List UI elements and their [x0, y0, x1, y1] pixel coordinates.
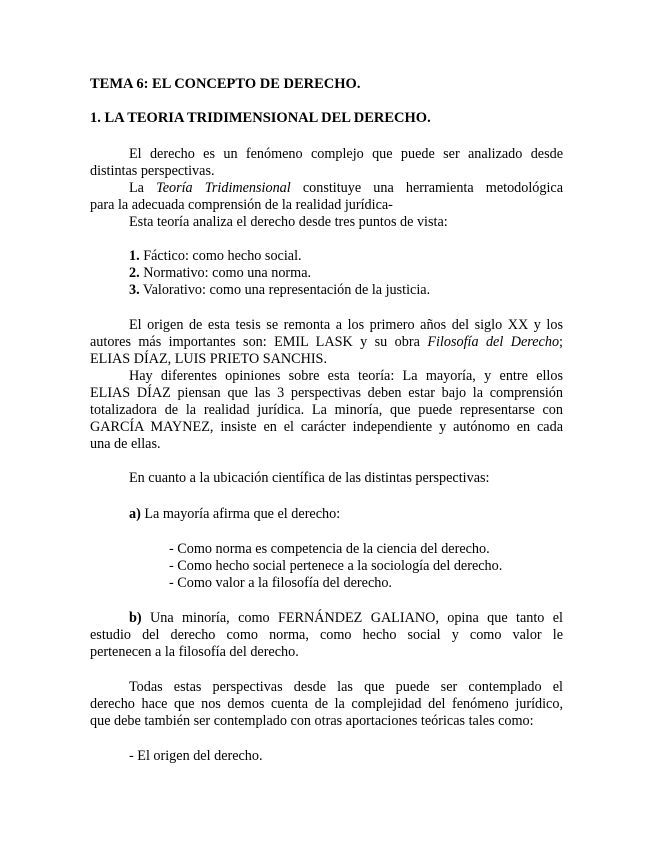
- paragraph-5-line-3: totalizadora de la realidad jurídica. La minoría, que puede representarse con: [90, 402, 563, 418]
- paragraph-5-line-4: GARCÍA MAYNEZ, insiste en el carácter independiente y autónomo en cada: [90, 419, 563, 435]
- paragraph-7-line-1: Todas estas perspectivas desde las que puede ser contemplado el: [129, 679, 563, 695]
- list-item: 3. Valorativo: como una representación de la justicia.: [129, 282, 431, 298]
- section-heading: 1. LA TEORIA TRIDIMENSIONAL DEL DERECHO.: [90, 110, 431, 126]
- list-item: 2. Normativo: como una norma.: [129, 265, 312, 281]
- list-item: - El origen del derecho.: [129, 748, 263, 764]
- paragraph-5-line-5: una de ellas.: [90, 436, 161, 452]
- paragraph-b-line-3: pertenecen a la filosofía del derecho.: [90, 644, 299, 660]
- paragraph-5-line-2: ELIAS DÍAZ piensan que las 3 perspectivas deben estar bajo la comprensión: [90, 385, 563, 401]
- emphasis-text: Filosofía del Derecho: [427, 334, 560, 350]
- paragraph-4-line-1: El origen de esta tesis se remonta a los primero años del siglo XX y los: [129, 317, 563, 333]
- list-item: - Como hecho social pertenece a la sociología del derecho.: [169, 558, 503, 574]
- emphasis-text: Teoría Tridimensional: [156, 180, 291, 196]
- paragraph-7-line-2: derecho hace que nos demos cuenta de la complejidad del fenómeno jurídico,: [90, 696, 563, 712]
- paragraph-1-line-1: El derecho es un fenómeno complejo que puede ser analizado desde: [129, 146, 563, 162]
- paragraph-4-line-2: autores más importantes son: EMIL LASK y su obra Filosofía del Derecho;: [90, 334, 563, 350]
- paragraph-2-line-2: para la adecuada comprensión de la realidad jurídica-: [90, 197, 393, 213]
- list-a-heading: a) La mayoría afirma que el derecho:: [129, 506, 341, 522]
- paragraph-7-line-3: que debe también ser contemplado con otras aportaciones teóricas tales como:: [90, 713, 534, 729]
- list-item: - Como norma es competencia de la ciencia del derecho.: [169, 541, 490, 557]
- paragraph-3: Esta teoría analiza el derecho desde tres puntos de vista:: [129, 214, 448, 230]
- paragraph-6: En cuanto a la ubicación científica de las distintas perspectivas:: [129, 470, 490, 486]
- list-item: 1. Fáctico: como hecho social.: [129, 248, 302, 264]
- paragraph-1-line-2: distintas perspectivas.: [90, 163, 215, 179]
- paragraph-b-line-2: estudio del derecho como norma, como hecho social y como valor le: [90, 627, 563, 643]
- paragraph-b-line-1: b) Una minoría, como FERNÁNDEZ GALIANO, opina que tanto el: [129, 610, 563, 626]
- list-item: - Como valor a la filosofía del derecho.: [169, 575, 392, 591]
- paragraph-5-line-1: Hay diferentes opiniones sobre esta teoría: La mayoría, y entre ellos: [129, 368, 563, 384]
- document-title: TEMA 6: EL CONCEPTO DE DERECHO.: [90, 76, 361, 92]
- paragraph-2-line-1: La Teoría Tridimensional constituye una herramienta metodológica: [129, 180, 564, 196]
- paragraph-4-line-3: ELIAS DÍAZ, LUIS PRIETO SANCHIS.: [90, 351, 327, 367]
